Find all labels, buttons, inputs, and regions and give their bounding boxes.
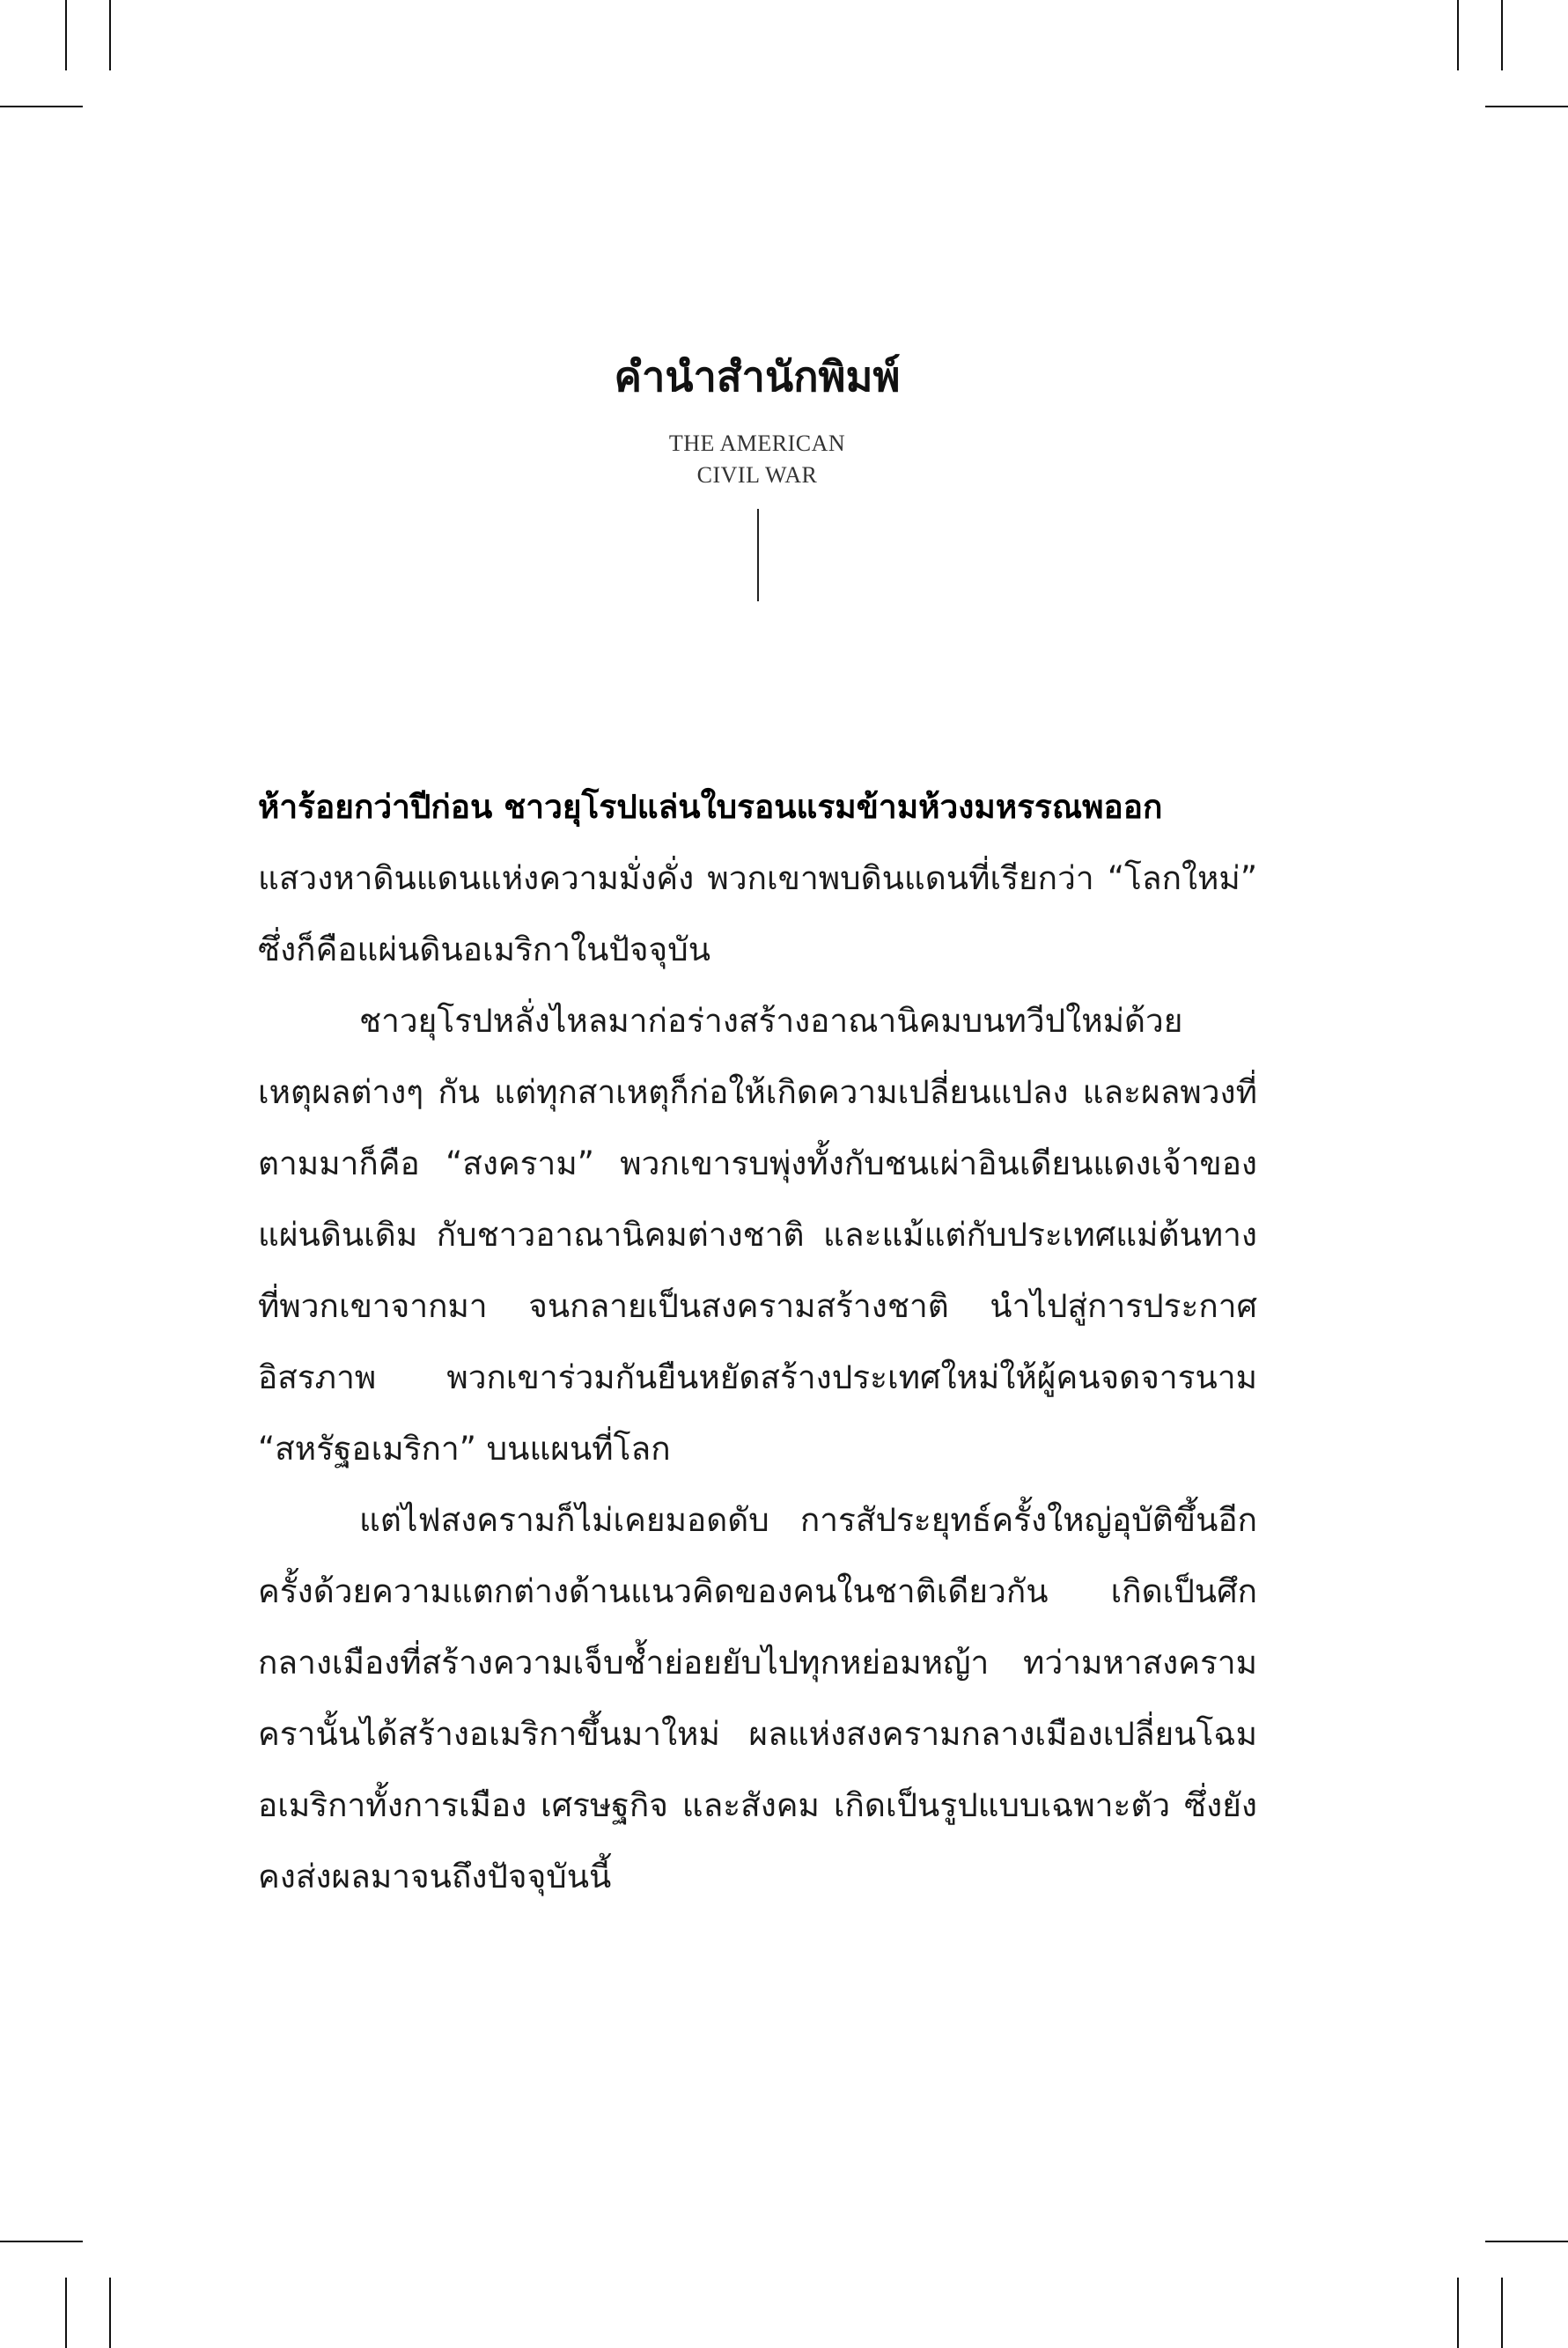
crop-mark-top-right-outer — [1501, 0, 1503, 70]
paragraph-1-lead: ห้าร้อยกว่าปีก่อน ชาวยุโรปแล่นใบรอนแรมข้ามห้วงมหรรณพออก — [258, 788, 1163, 826]
crop-mark-bottom-left-horizontal — [0, 2241, 83, 2242]
crop-mark-bottom-right-horizontal — [1485, 2241, 1568, 2242]
paragraph-2: ชาวยุโรปหลั่งไหลมาก่อร่างสร้างอาณานิคมบนทวีปใหม่ด้วยเหตุผลต่างๆ กัน แต่ทุกสาเหตุก็ก่อให้เกิดความเปลี่ยนแปลง และผลพวงที่ตามมาก็คือ “สงคราม” พวกเขารบพุ่งทั้งกับชนเผ่าอินเดียนแดงเจ้าของแผ่นดินเดิม กับชาวอาณานิคมต่างชาติ และแม้แต่กับประเทศแม่ต้นทางที่พวกเขาจากมา จนกลายเป็นสงครามสร้างชาติ นำไปสู่การประกาศอิสรภาพ พวกเขาร่วมกันยืนหยัดสร้างประเทศใหม่ให้ผู้คนจดจารนาม “สหรัฐอเมริกา” บนแผนที่โลก — [258, 1002, 1257, 1468]
crop-mark-top-left-outer — [65, 0, 67, 70]
paragraph-1-rest: แสวงหาดินแดนแห่งความมั่งคั่ง พวกเขาพบดินแดนที่เรียกว่า “โลกใหม่” ซึ่งก็คือแผ่นดินอเมริกาในปัจจุบัน — [258, 859, 1257, 968]
body-text — [258, 771, 1257, 1912]
subtitle — [0, 428, 1514, 491]
crop-mark-top-left-horizontal — [0, 106, 83, 107]
crop-mark-top-right-horizontal — [1485, 106, 1568, 107]
vertical-divider — [757, 509, 759, 601]
crop-mark-bottom-right-inner — [1457, 2278, 1459, 2348]
crop-mark-bottom-left-outer — [65, 2278, 67, 2348]
subtitle-line-2: CIVIL WAR — [696, 462, 818, 488]
crop-mark-top-right-inner — [1457, 0, 1459, 70]
paragraph-3: แต่ไฟสงครามก็ไม่เคยมอดดับ การสัประยุทธ์ครั้งใหญ่อุบัติขึ้นอีกครั้งด้วยความแตกต่างด้านแนวคิดของคนในชาติเดียวกัน เกิดเป็นศึกกลางเมืองที่สร้างความเจ็บช้ำย่อยยับไปทุกหย่อมหญ้า ทว่ามหาสงครามครานั้นได้สร้างอเมริกาขึ้นมาใหม่ ผลแห่งสงครามกลางเมืองเปลี่ยนโฉมอเมริกาทั้งการเมือง เศรษฐกิจ และสังคม เกิดเป็นรูปแบบเฉพาะตัว ซึ่งยังคงส่งผลมาจนถึงปัจจุบันนี้ — [258, 1501, 1257, 1895]
subtitle-line-1: THE AMERICAN — [668, 431, 846, 456]
crop-mark-bottom-left-inner — [109, 2278, 111, 2348]
paragraph-1 — [258, 771, 1257, 985]
crop-mark-top-left-inner — [109, 0, 111, 70]
page-title: คำนำสำนักพิมพ์ — [614, 353, 901, 401]
crop-mark-bottom-right-outer — [1501, 2278, 1503, 2348]
